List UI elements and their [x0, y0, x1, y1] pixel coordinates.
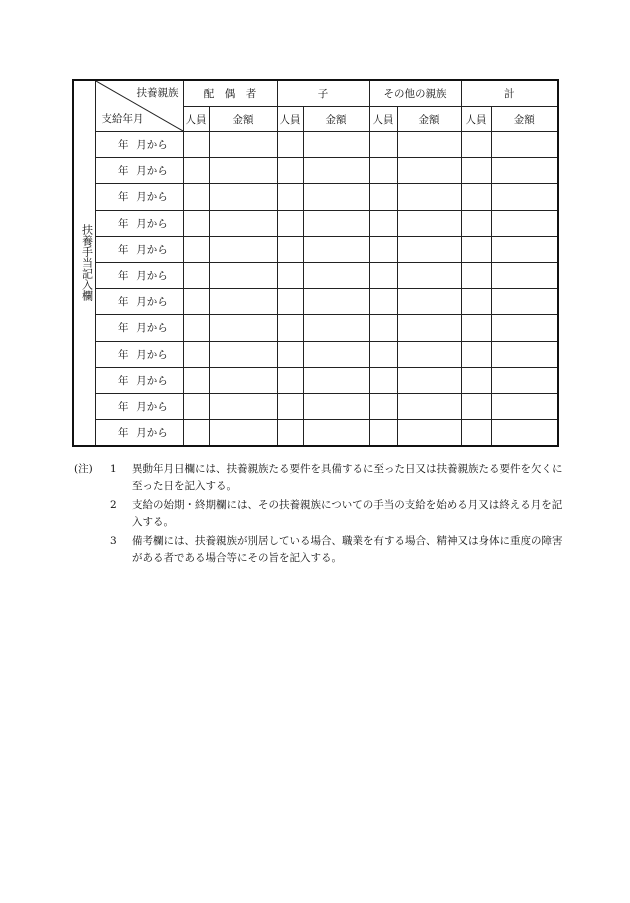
count-cell[interactable] [369, 184, 397, 210]
amount-cell[interactable] [397, 289, 461, 315]
amount-cell[interactable] [303, 393, 369, 419]
amount-cell[interactable] [491, 210, 558, 236]
note-item [74, 461, 564, 495]
count-cell[interactable] [277, 315, 303, 341]
amount-cell[interactable] [491, 289, 558, 315]
group-header-other-relatives: その他の親族 [369, 80, 461, 107]
subheader-amount: 金額 [491, 107, 558, 132]
row-year-label: 年 [118, 374, 129, 387]
amount-cell[interactable] [397, 315, 461, 341]
count-cell[interactable] [277, 289, 303, 315]
count-cell[interactable] [369, 262, 397, 288]
count-cell[interactable] [369, 236, 397, 262]
note-item [74, 497, 564, 531]
table-row [73, 367, 558, 393]
row-label [95, 393, 183, 419]
count-cell[interactable] [461, 393, 491, 419]
amount-cell[interactable] [209, 132, 277, 158]
row-month-label: 月から [136, 139, 168, 152]
count-cell[interactable] [369, 289, 397, 315]
table-row [73, 184, 558, 210]
count-cell[interactable] [369, 367, 397, 393]
amount-cell[interactable] [491, 393, 558, 419]
row-year-label: 年 [118, 217, 129, 230]
row-year-label: 年 [118, 243, 129, 256]
note-number: 3 [110, 535, 117, 547]
amount-cell[interactable] [303, 184, 369, 210]
row-year-label: 年 [118, 139, 129, 152]
subheader-amount: 金額 [303, 107, 369, 132]
amount-cell[interactable] [397, 262, 461, 288]
amount-cell[interactable] [491, 236, 558, 262]
amount-cell[interactable] [209, 341, 277, 367]
count-cell[interactable] [277, 262, 303, 288]
subheader-count: 人員 [183, 107, 209, 132]
amount-cell[interactable] [209, 184, 277, 210]
row-year-label: 年 [118, 191, 129, 204]
row-label [95, 289, 183, 315]
count-cell[interactable] [183, 341, 209, 367]
count-cell[interactable] [461, 367, 491, 393]
count-cell[interactable] [369, 132, 397, 158]
amount-cell[interactable] [209, 393, 277, 419]
amount-cell[interactable] [209, 289, 277, 315]
count-cell[interactable] [277, 420, 303, 446]
row-label [95, 236, 183, 262]
row-month-label: 月から [136, 165, 168, 178]
count-cell[interactable] [369, 420, 397, 446]
row-year-label: 年 [118, 270, 129, 283]
count-cell[interactable] [461, 132, 491, 158]
note-text: 異動年月日欄には、扶養親族たる要件を具備するに至った日又は扶養親族たる要件を欠くに至った日を記入する。 [132, 463, 563, 492]
table-row [73, 158, 558, 184]
amount-cell[interactable] [303, 367, 369, 393]
amount-cell[interactable] [491, 158, 558, 184]
count-cell[interactable] [461, 289, 491, 315]
count-cell[interactable] [369, 315, 397, 341]
dependent-allowance-table [72, 79, 559, 447]
count-cell[interactable] [277, 158, 303, 184]
row-month-label: 月から [136, 270, 168, 283]
table-row [73, 420, 558, 446]
row-label [95, 210, 183, 236]
amount-cell[interactable] [491, 341, 558, 367]
amount-cell[interactable] [491, 315, 558, 341]
count-cell[interactable] [461, 236, 491, 262]
row-year-label: 年 [118, 165, 129, 178]
count-cell[interactable] [369, 341, 397, 367]
row-month-label: 月から [136, 296, 168, 309]
row-month-label: 月から [136, 191, 168, 204]
amount-cell[interactable] [303, 236, 369, 262]
row-year-label: 年 [118, 296, 129, 309]
amount-cell[interactable] [303, 210, 369, 236]
amount-cell[interactable] [491, 132, 558, 158]
count-cell[interactable] [183, 315, 209, 341]
count-cell[interactable] [461, 315, 491, 341]
row-label [95, 315, 183, 341]
amount-cell[interactable] [303, 132, 369, 158]
amount-cell[interactable] [209, 315, 277, 341]
row-label [95, 132, 183, 158]
row-label [95, 262, 183, 288]
amount-cell[interactable] [397, 341, 461, 367]
table-row [73, 236, 558, 262]
row-label [95, 367, 183, 393]
group-header-spouse: 配 偶 者 [183, 80, 277, 107]
group-header-child: 子 [277, 80, 369, 107]
count-cell[interactable] [183, 210, 209, 236]
amount-cell[interactable] [397, 132, 461, 158]
group-header-total: 計 [461, 80, 558, 107]
count-cell[interactable] [461, 341, 491, 367]
row-month-label: 月から [136, 217, 168, 230]
corner-bottom-label: 支給年月 [101, 113, 144, 125]
header-corner-cell [95, 80, 183, 132]
count-cell[interactable] [277, 184, 303, 210]
amount-cell[interactable] [209, 420, 277, 446]
subheader-count: 人員 [369, 107, 397, 132]
count-cell[interactable] [277, 236, 303, 262]
count-cell[interactable] [277, 367, 303, 393]
count-cell[interactable] [183, 184, 209, 210]
amount-cell[interactable] [209, 210, 277, 236]
count-cell[interactable] [461, 262, 491, 288]
count-cell[interactable] [183, 289, 209, 315]
table-row [73, 341, 558, 367]
amount-cell[interactable] [491, 367, 558, 393]
amount-cell[interactable] [303, 262, 369, 288]
amount-cell[interactable] [303, 341, 369, 367]
row-month-label: 月から [136, 426, 168, 439]
count-cell[interactable] [461, 210, 491, 236]
amount-cell[interactable] [397, 158, 461, 184]
amount-cell[interactable] [303, 289, 369, 315]
amount-cell[interactable] [209, 158, 277, 184]
subheader-amount: 金額 [209, 107, 277, 132]
note-item [74, 533, 564, 567]
count-cell[interactable] [183, 132, 209, 158]
note-number: 2 [110, 499, 117, 511]
amount-cell[interactable] [397, 420, 461, 446]
row-year-label: 年 [118, 426, 129, 439]
count-cell[interactable] [183, 367, 209, 393]
table-row [73, 315, 558, 341]
amount-cell[interactable] [209, 262, 277, 288]
row-label [95, 158, 183, 184]
count-cell[interactable] [461, 158, 491, 184]
count-cell[interactable] [369, 158, 397, 184]
amount-cell[interactable] [397, 393, 461, 419]
row-label [95, 420, 183, 446]
count-cell[interactable] [461, 420, 491, 446]
count-cell[interactable] [277, 341, 303, 367]
count-cell[interactable] [277, 132, 303, 158]
row-month-label: 月から [136, 243, 168, 256]
note-text: 備考欄には、扶養親族が別居している場合、職業を有する場合、精神又は身体に重度の障害がある者である場合等にその旨を記入する。 [132, 535, 563, 564]
row-year-label: 年 [118, 400, 129, 413]
table-row [73, 210, 558, 236]
count-cell[interactable] [183, 420, 209, 446]
table-row [73, 393, 558, 419]
count-cell[interactable] [369, 393, 397, 419]
amount-cell[interactable] [303, 158, 369, 184]
notes-section [74, 461, 564, 567]
amount-cell[interactable] [491, 420, 558, 446]
notes-prefix: (注) [74, 463, 93, 475]
vertical-section-label: 扶養手当記入欄 [73, 80, 95, 446]
corner-top-label: 扶養親族 [136, 87, 179, 99]
amount-cell[interactable] [397, 367, 461, 393]
row-year-label: 年 [118, 322, 129, 335]
amount-cell[interactable] [303, 420, 369, 446]
amount-cell[interactable] [397, 210, 461, 236]
row-year-label: 年 [118, 348, 129, 361]
count-cell[interactable] [183, 393, 209, 419]
table-row [73, 289, 558, 315]
table-row [73, 132, 558, 158]
row-month-label: 月から [136, 348, 168, 361]
amount-cell[interactable] [209, 367, 277, 393]
amount-cell[interactable] [397, 236, 461, 262]
count-cell[interactable] [277, 210, 303, 236]
row-month-label: 月から [136, 400, 168, 413]
note-text: 支給の始期・終期欄には、その扶養親族についての手当の支給を始める月又は終える月を記入する。 [132, 499, 563, 528]
count-cell[interactable] [183, 262, 209, 288]
count-cell[interactable] [461, 184, 491, 210]
subheader-count: 人員 [277, 107, 303, 132]
row-label [95, 184, 183, 210]
amount-cell[interactable] [491, 184, 558, 210]
row-month-label: 月から [136, 322, 168, 335]
row-label [95, 341, 183, 367]
amount-cell[interactable] [397, 184, 461, 210]
table-row [73, 262, 558, 288]
subheader-count: 人員 [461, 107, 491, 132]
amount-cell[interactable] [209, 236, 277, 262]
count-cell[interactable] [183, 236, 209, 262]
amount-cell[interactable] [491, 262, 558, 288]
count-cell[interactable] [277, 393, 303, 419]
count-cell[interactable] [369, 210, 397, 236]
subheader-amount: 金額 [397, 107, 461, 132]
count-cell[interactable] [183, 158, 209, 184]
amount-cell[interactable] [303, 315, 369, 341]
row-month-label: 月から [136, 374, 168, 387]
note-number: 1 [110, 463, 117, 475]
